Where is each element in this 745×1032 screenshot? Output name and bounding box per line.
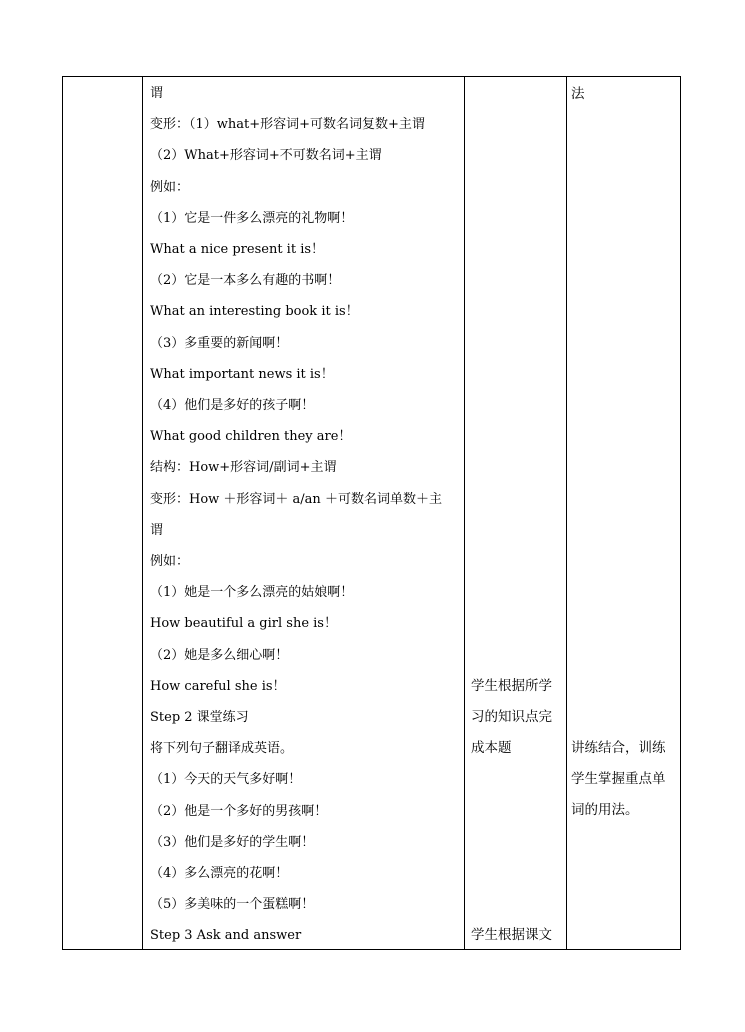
text-line: 学生根据所学 — [471, 678, 552, 694]
text-line: 学生根据课文 — [471, 927, 552, 943]
text-line: （1）它是一件多么漂亮的礼物啊！ — [150, 210, 354, 226]
text-line: What an interesting book it is！ — [150, 304, 359, 320]
text-line: 学生掌握重点单 — [571, 771, 666, 787]
text-line: What good children they are！ — [150, 429, 352, 445]
text-line: 变形：How ＋形容词＋ a/an ＋可数名词单数＋主 — [150, 491, 442, 507]
text-line: （5）多美味的一个蛋糕啊！ — [150, 897, 315, 913]
text-line: How beautiful a girl she is！ — [150, 616, 337, 632]
text-line: 例如： — [150, 179, 190, 195]
text-line: （1）她是一个多么漂亮的姑娘啊！ — [150, 585, 354, 601]
text-line: （3）他们是多好的学生啊！ — [150, 834, 315, 850]
text-line: 成本题 — [471, 740, 512, 756]
text-line: （2）他是一个多好的男孩啊！ — [150, 803, 328, 819]
text-line: 词的用法。 — [571, 802, 639, 818]
text-line: 谓 — [150, 86, 164, 101]
column-divider — [142, 77, 143, 949]
text-line: 结构：How+形容词/副词+主谓 — [150, 460, 337, 476]
text-line: What a nice present it is！ — [150, 242, 325, 257]
lesson-plan-table — [62, 76, 681, 950]
text-line: Step 3 Ask and answer — [150, 928, 302, 944]
text-line: （2）它是一本多么有趣的书啊！ — [150, 273, 341, 289]
text-line: 将下列句子翻译成英语。 — [150, 741, 294, 757]
text-line: 谓 — [150, 522, 164, 538]
text-line: （4）多么漂亮的花啊！ — [150, 866, 289, 881]
text-line: 变形：（1）what+形容词+可数名词复数+主谓 — [150, 117, 425, 133]
text-line: 习的知识点完 — [471, 709, 552, 725]
text-line: Step 2 课堂练习 — [150, 710, 249, 725]
text-line: （4）他们是多好的孩子啊！ — [150, 398, 315, 413]
text-line: What important news it is！ — [150, 366, 334, 382]
text-line: （2）What+形容词+不可数名词+主谓 — [150, 148, 382, 164]
text-line: 例如： — [150, 554, 190, 569]
text-line: （2）她是多么细心啊！ — [150, 647, 289, 663]
text-line: （1）今天的天气多好啊！ — [150, 772, 302, 788]
text-line: How careful she is！ — [150, 678, 286, 694]
text-line: 法 — [571, 86, 585, 102]
text-line: 讲练结合，训练 — [571, 740, 666, 756]
column-divider — [464, 77, 465, 949]
column-divider — [566, 77, 567, 949]
text-line: （3）多重要的新闻啊！ — [150, 335, 289, 351]
